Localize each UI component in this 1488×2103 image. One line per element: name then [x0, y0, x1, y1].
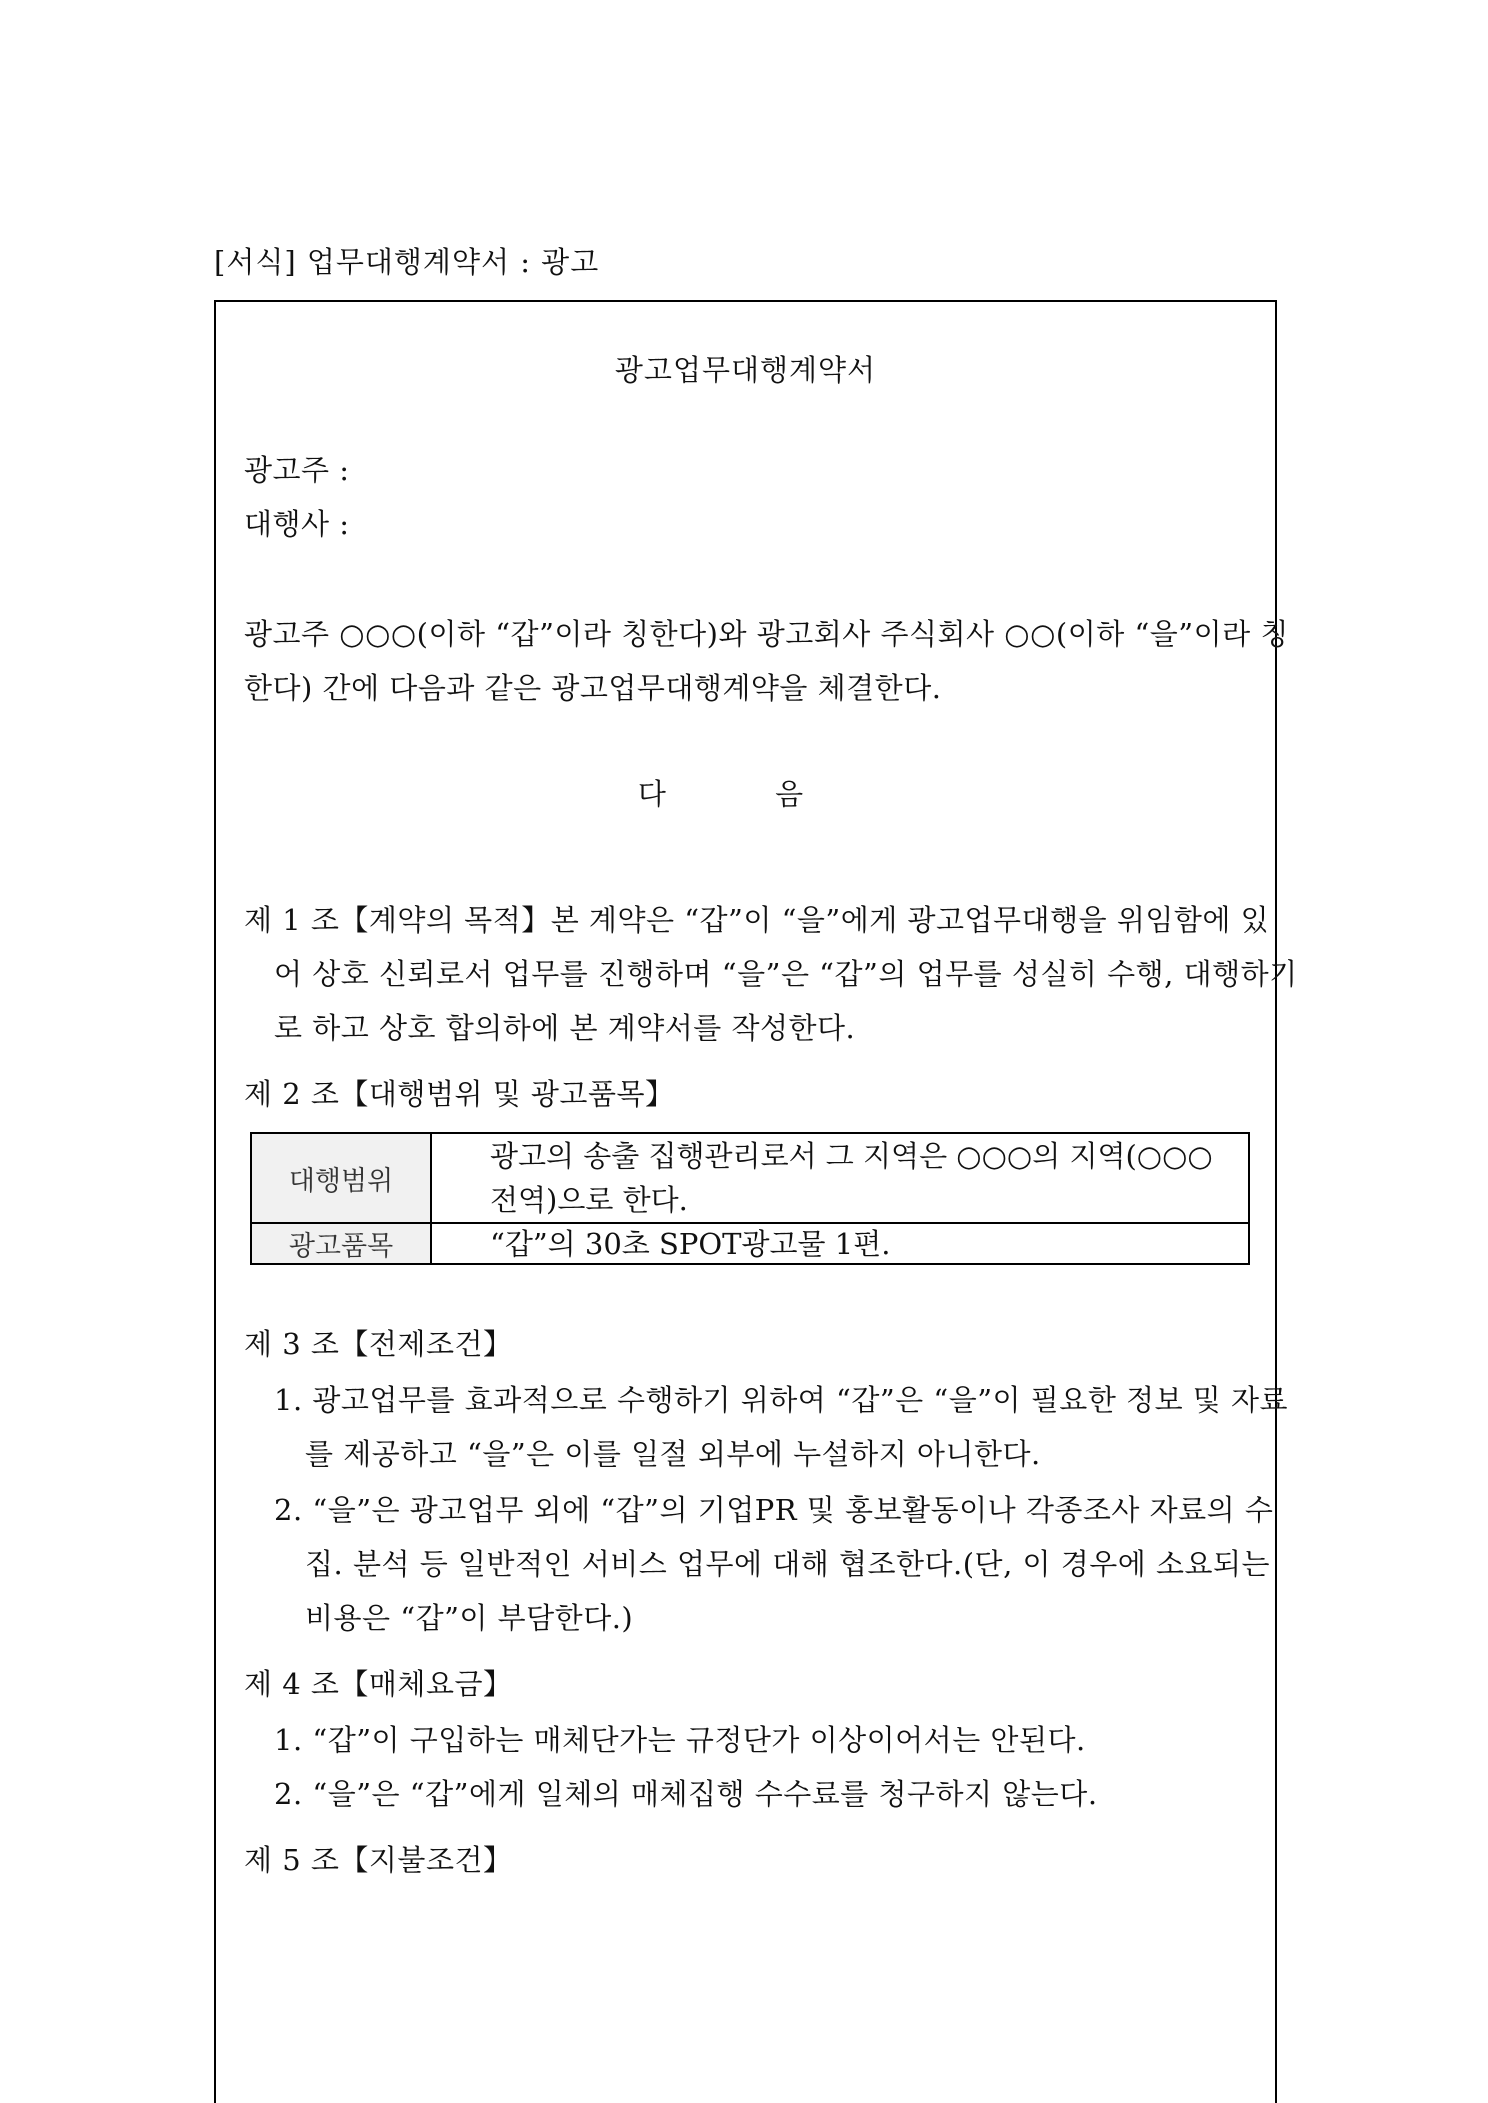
article4-line-2: 2. “을”은 “갑”에게 일체의 매체집행 수수료를 청구하지 않는다.	[274, 1777, 1098, 1811]
article1-line-1: 제 1 조【계약의 목적】본 계약은 “갑”이 “을”에게 광고업무대행을 위임함에 있	[244, 903, 1270, 937]
table-value-line: 광고의 송출 집행관리로서 그 지역은 ○○○의 지역(○○○	[490, 1139, 1213, 1173]
heading-center: 다 음	[637, 777, 854, 811]
article3-line-2: 를 제공하고 “을”은 이를 일절 외부에 누설하지 아니한다.	[305, 1437, 1041, 1471]
table-value-line: 전역)으로 한다.	[490, 1183, 688, 1217]
agency-label: 대행사 :	[244, 507, 350, 541]
article4-heading: 제 4 조【매체요금】	[244, 1667, 513, 1701]
intro-line-2: 한다) 간에 다음과 같은 광고업무대행계약을 체결한다.	[244, 671, 942, 705]
table-label: 대행범위	[251, 1133, 431, 1223]
table-value-line: “갑”의 30초 SPOT광고물 1편.	[490, 1226, 891, 1261]
article3-line-5: 비용은 “갑”이 부담한다.)	[305, 1601, 634, 1635]
form-header: [서식] 업무대행계약서 : 광고	[214, 245, 600, 279]
article2-heading: 제 2 조【대행범위 및 광고품목】	[244, 1077, 675, 1111]
table-value	[431, 1223, 1249, 1264]
scope-table	[250, 1132, 1250, 1265]
contract-title: 광고업무대행계약서	[614, 353, 877, 387]
article3-line-3: 2. “을”은 광고업무 외에 “갑”의 기업PR 및 홍보활동이나 각종조사 자료의 수	[274, 1493, 1274, 1527]
table-label: 광고품목	[251, 1223, 431, 1264]
table-row	[251, 1223, 1249, 1264]
article3-line-1: 1. 광고업무를 효과적으로 수행하기 위하여 “갑”은 “을”이 필요한 정보 및 자료	[274, 1383, 1289, 1417]
article1-line-2: 어 상호 신뢰로서 업무를 진행하며 “을”은 “갑”의 업무를 성실히 수행, 대행하기	[274, 957, 1298, 991]
table-value	[431, 1133, 1249, 1223]
advertiser-label: 광고주 :	[244, 453, 350, 487]
article3-heading: 제 3 조【전제조건】	[244, 1327, 513, 1361]
article4-line-1: 1. “갑”이 구입하는 매체단가는 규정단가 이상이어서는 안된다.	[274, 1723, 1086, 1757]
table-row	[251, 1133, 1249, 1223]
article1-line-3: 로 하고 상호 합의하에 본 계약서를 작성한다.	[274, 1011, 856, 1045]
intro-line-1: 광고주 ○○○(이하 “갑”이라 칭한다)와 광고회사 주식회사 ○○(이하 “을”이라 칭	[244, 617, 1289, 651]
article3-line-4: 집. 분석 등 일반적인 서비스 업무에 대해 협조한다.(단, 이 경우에 소요되는	[305, 1547, 1271, 1581]
article5-heading: 제 5 조【지불조건】	[244, 1843, 513, 1877]
